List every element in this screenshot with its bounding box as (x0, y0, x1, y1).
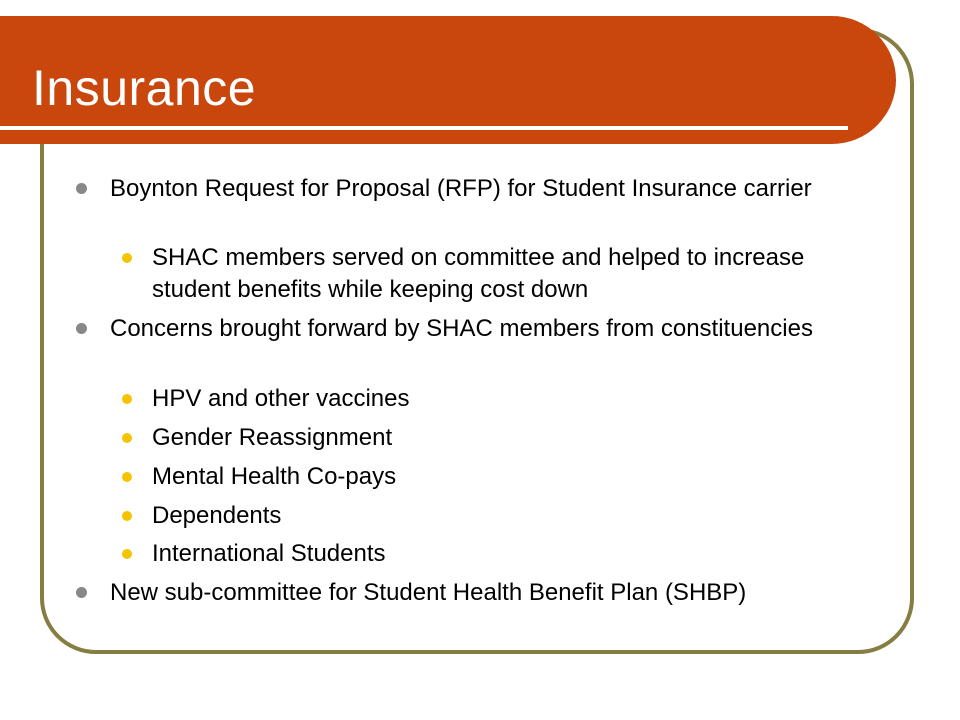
bullet-icon (76, 587, 87, 598)
list-item (110, 313, 900, 345)
list-item-text: Gender Reassignment (152, 424, 393, 451)
bullet-icon (76, 323, 87, 334)
list-item-text: HPV and other vaccines (152, 385, 410, 412)
list-item-text: Concerns brought forward by SHAC members from constituencies (110, 315, 813, 342)
list-item (110, 173, 900, 205)
list-item (152, 461, 872, 493)
bullet-icon (122, 253, 132, 263)
list-item (152, 422, 872, 454)
list-item-text: Mental Health Co-pays (152, 463, 397, 490)
list-item-text: SHAC members served on committee and helped to increase student benefits while keeping cost down (152, 244, 805, 303)
bullet-icon (122, 433, 132, 443)
list-item-text: Dependents (152, 502, 282, 529)
list-item (152, 500, 872, 532)
list-item-text: Boynton Request for Proposal (RFP) for Student Insurance carrier (110, 175, 812, 202)
list-item (152, 242, 872, 306)
bullet-icon (122, 511, 132, 521)
list-item (152, 383, 872, 415)
list-item (152, 538, 872, 570)
list-item (110, 577, 900, 609)
bullet-icon (122, 394, 132, 404)
list-item-text: New sub-committee for Student Health Benefit Plan (SHBP) (110, 579, 747, 606)
bullet-icon (122, 472, 132, 482)
bullet-icon (122, 549, 132, 559)
list-item-text: International Students (152, 540, 386, 567)
bullet-icon (76, 183, 87, 194)
slide-title: Insurance (32, 60, 257, 116)
